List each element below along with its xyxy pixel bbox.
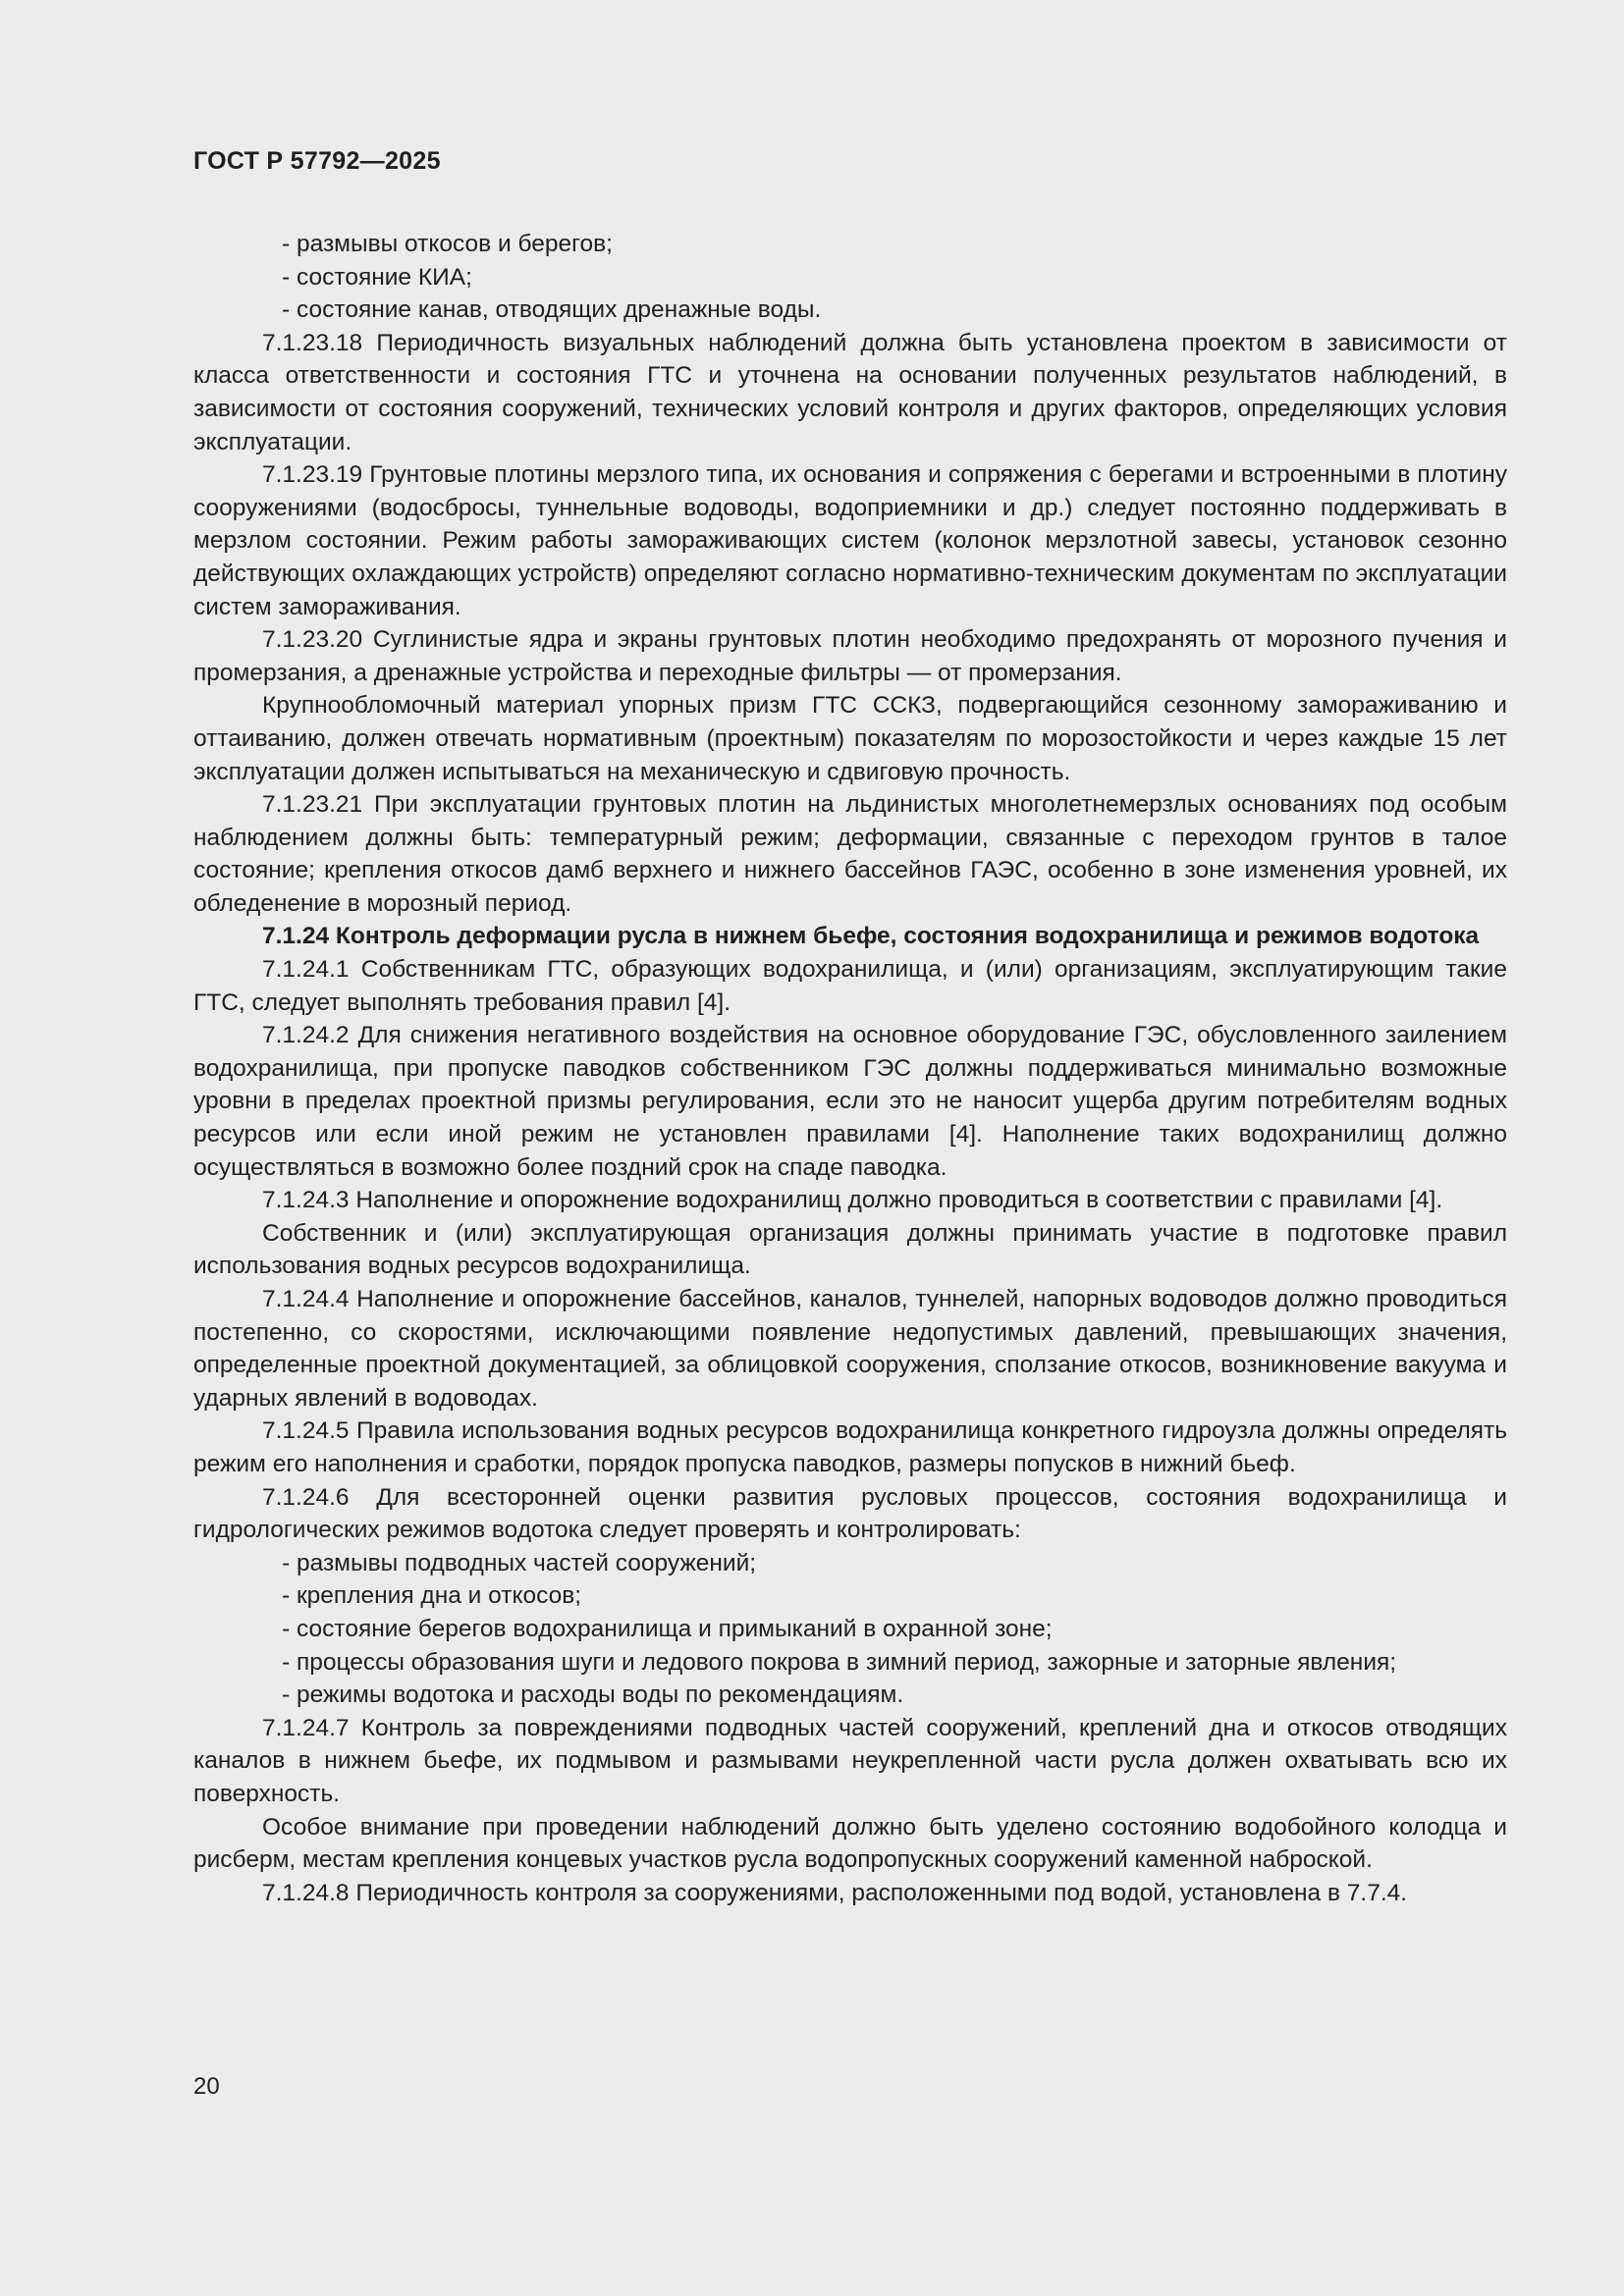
list-item: - процессы образования шуги и ледового покрова в зимний период, зажорные и заторные явления;: [282, 1648, 1397, 1676]
paragraph: Собственник и (или) эксплуатирующая организация должны принимать участие в подготовке правил использования водных ресурсов водохранилища.: [193, 1219, 1507, 1280]
paragraph: Крупнообломочный материал упорных призм ГТС ССКЗ, подвергающийся сезонному замораживанию и оттаиванию, должен отвечать нормативным (проектным) показателям по морозостойкости и через каждые 15 лет эксплуатации должен испытываться на механическую и сдвиговую прочность.: [193, 692, 1507, 785]
paragraph: 7.1.24.1 Собственникам ГТС, образующих водохранилища, и (или) организациям, эксплуатирующим такие ГТС, следует выполнять требования правил [4].: [193, 956, 1507, 1016]
paragraph: 7.1.23.21 При эксплуатации грунтовых плотин на льдинистых многолетнемерзлых основаниях под особым наблюдением должны быть: температурный режим; деформации, связанные с переходом грунтов в талое состояние; крепления откосов дамб верхнего и нижнего бассейнов ГАЭС, особенно в зоне изменения уровней, их обледенение в морозный период.: [193, 791, 1507, 917]
paragraph: 7.1.24.3 Наполнение и опорожнение водохранилищ должно проводиться в соответствии с правилами [4].: [262, 1187, 1443, 1214]
list-item: - режимы водотока и расходы воды по рекомендациям.: [282, 1682, 904, 1709]
paragraph: 7.1.24.4 Наполнение и опорожнение бассейнов, каналов, туннелей, напорных водоводов должно проводиться постепенно, со скоростями, исключающими появление недопустимых давлений, превышающих значения, определенные проектной документацией, за облицовкой сооружения, сползание откосов, возникновение вакуума и ударных явлений в водоводах.: [193, 1286, 1507, 1412]
paragraph: 7.1.24.6 Для всесторонней оценки развития русловых процессов, состояния водохранилища и гидрологических режимов водотока следует проверять и контролировать:: [193, 1483, 1507, 1544]
list-item: - крепления дна и откосов;: [282, 1582, 582, 1610]
page-number: 20: [193, 2073, 220, 2100]
paragraph: 7.1.24.7 Контроль за повреждениями подводных частей сооружений, креплений дна и откосов отводящих каналов в нижнем бьефе, их подмывом и размывами неукрепленной части русла должен охватывать всю их поверхность.: [193, 1714, 1507, 1807]
document-header: ГОСТ Р 57792—2025: [193, 147, 441, 175]
paragraph: 7.1.23.19 Грунтовые плотины мерзлого типа, их основания и сопряжения с берегами и встроенными в плотину сооружениями (водосбросы, туннельные водоводы, водоприемники и др.) следует постоянно поддерживать в мерзлом состоянии. Режим работы замораживающих систем (колонок мерзлотной завесы, установок сезонно действующих охлаждающих устройств) определяют согласно нормативно-техническим документам по эксплуатации систем замораживания.: [193, 461, 1507, 620]
paragraph: 7.1.23.20 Суглинистые ядра и экраны грунтовых плотин необходимо предохранять от морозного пучения и промерзания, а дренажные устройства и переходные фильтры — от промерзания.: [193, 626, 1507, 686]
paragraph: 7.1.23.18 Периодичность визуальных наблюдений должна быть установлена проектом в зависимости от класса ответственности и состояния ГТС и уточнена на основании полученных результатов наблюдений, в зависимости от состояния сооружений, технических условий контроля и других факторов, определяющих условия эксплуатации.: [193, 329, 1507, 455]
paragraph: 7.1.24.2 Для снижения негативного воздействия на основное оборудование ГЭС, обусловленного заилением водохранилища, при пропуске паводков собственником ГЭС должны поддерживаться минимально возможные уровни в пределах проектной призмы регулирования, если это не наносит ущерба другим потребителям водных ресурсов или если иной режим не установлен правилами [4]. Наполнение таких водохранилищ должно осуществляться в возможно более поздний срок на спаде паводка.: [193, 1022, 1507, 1181]
paragraph: 7.1.24.8 Периодичность контроля за сооружениями, расположенными под водой, установлена в 7.7.4.: [262, 1879, 1408, 1906]
section-heading: 7.1.24 Контроль деформации русла в нижнем бьефе, состояния водохранилища и режимов водотока: [262, 923, 1480, 950]
list-item: - размывы подводных частей сооружений;: [282, 1549, 757, 1576]
paragraph: 7.1.24.5 Правила использования водных ресурсов водохранилища конкретного гидроузла должны определять режим его наполнения и сработки, порядок пропуска паводков, размеры попусков в нижний бьеф.: [193, 1417, 1507, 1477]
document-body: [193, 228, 1507, 1909]
list-item: - состояние берегов водохранилища и примыканий в охранной зоне;: [282, 1615, 1053, 1642]
list-item: - состояние КИА;: [282, 263, 472, 291]
list-item: - размывы откосов и берегов;: [282, 231, 613, 257]
paragraph: Особое внимание при проведении наблюдений должно быть уделено состоянию водобойного колодца и рисберм, местам крепления концевых участков русла водопропускных сооружений каменной наброской.: [193, 1813, 1507, 1874]
list-item: - состояние канав, отводящих дренажные воды.: [282, 296, 822, 324]
